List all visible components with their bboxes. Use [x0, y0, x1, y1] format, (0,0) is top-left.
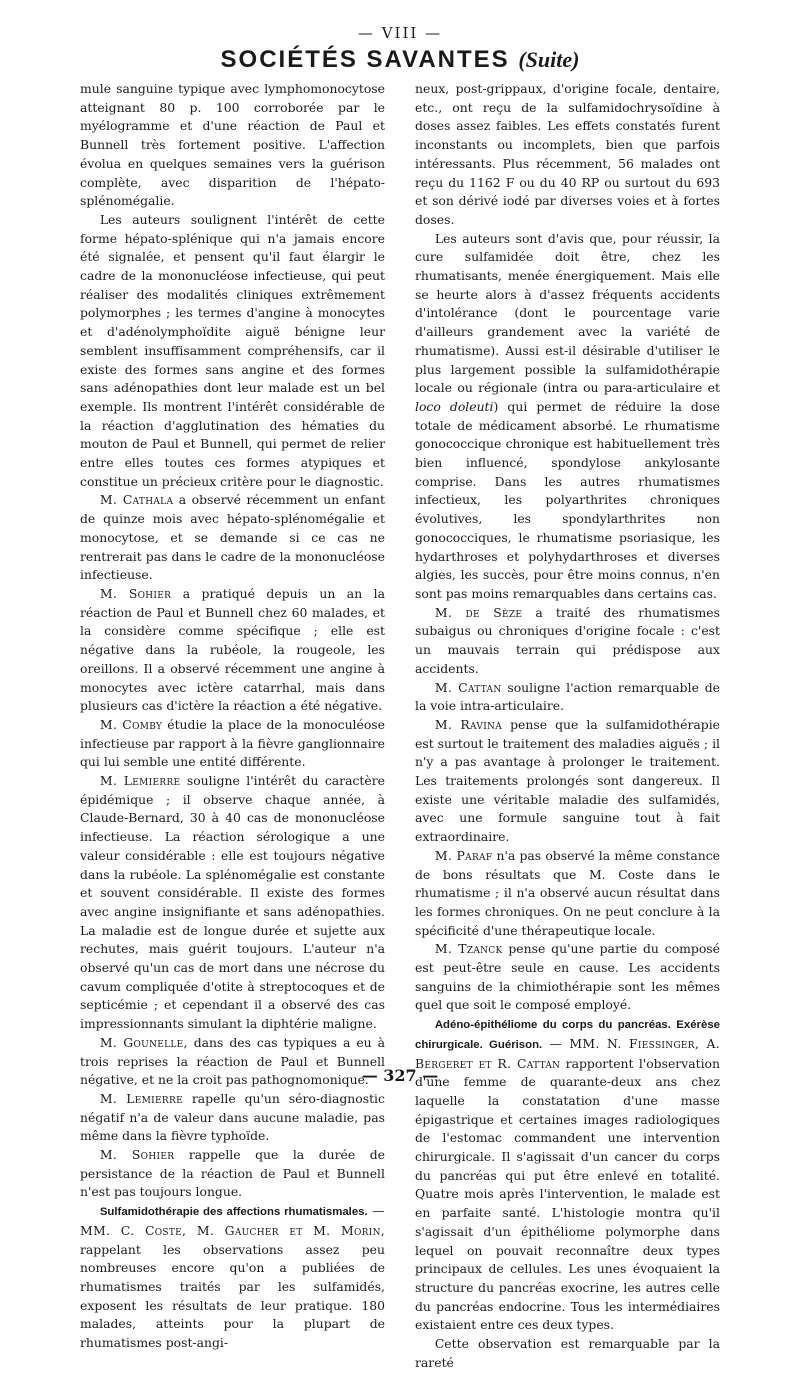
author-name: M. Sohier: [99, 1147, 175, 1163]
author-names: — MM. N. Fiessinger, A. Bergeret et R. Cattan: [415, 1035, 720, 1071]
paragraph: M. Lemierre rapelle qu'un séro-diagnostic négatif n'a de valeur dans aucune maladie, pas même dans la fièvre typhoïde.: [80, 1090, 385, 1144]
author-name: M. Cattan: [434, 679, 502, 695]
paragraph: Adéno-épithéliome du corps du pancréas. Exérèse chirurgicale. Guérison. — MM. N. Fiessinger, A. Bergeret et R. Cattan rapportent l'observation d'une femme de quarante-deux ans chez laquelle la constatation d'une masse épigastrique et certaines images radiologiques de l'estomac commandent une intervention chirurgicale. Il s'agissait d'un cancer du corps du pancréas qui put être enlevé en totalité. Quatre mois après l'intervention, le malade est en parfaite santé. L'histologie montra qu'il s'agissait d'un épithéliome polymorphe dans lequel on pouvait reconnaître deux types principaux de cellules. Les unes évoquaient la structure du pancréas exocrine, les autres celle du pancréas endocrine. Tous les intermédiaires existaient entre ces deux types.: [415, 1019, 720, 1333]
right-column: [415, 80, 720, 1373]
author-name: M. Lemierre: [99, 773, 181, 789]
paragraph: mule sanguine typique avec lymphomonocytose atteignant 80 p. 100 corroborée par le myélogramme et d'une réaction de Paul et Bunnell très fortement positive. L'affection évolua en quelques semaines vers la guérison complète, avec disparition de l'hépato-splénomégalie.: [80, 81, 385, 209]
author-name: M. Ravina: [434, 716, 503, 732]
paragraph: M. Sohier rappelle que la durée de persistance de la réaction de Paul et Bunnell n'est pas toujours longue.: [80, 1147, 385, 1200]
paragraph: M. Cattan souligne l'action remarquable de la voie intra-articulaire.: [415, 679, 720, 714]
author-name: M. Paraf: [434, 847, 493, 863]
page-number: — 327 —: [361, 1066, 439, 1085]
paragraph: M. Gounelle, dans des cas typiques a eu à trois reprises la réaction de Paul et Bunnell négative, et ne la croit pas pathognomonique.: [80, 1034, 385, 1088]
author-name: M. Sohier: [99, 585, 172, 601]
paragraph: M. Paraf n'a pas observé la même constance de bons résultats que M. Coste dans le rhumatisme ; il n'a observé aucun résultat dans les formes chroniques. On ne peut conclure à la spécificité d'une thérapeutique locale.: [415, 847, 720, 938]
paragraph: Cette observation est remarquable par la rareté: [415, 1336, 720, 1370]
paragraph: M. Tzanck pense qu'une partie du composé est peut-être seule en cause. Les accidents sanguins de la chimiothérapie sont les mêmes quel que soit le composé employé.: [415, 941, 720, 1013]
author-name: M. de Sèze: [434, 604, 523, 620]
section-heading: Adéno-épithéliome du corps du pancréas. Exérèse chirurgicale. Guérison.: [415, 1019, 720, 1051]
author-name: M. Cathala: [99, 492, 174, 508]
paragraph: neux, post-grippaux, d'origine focale, dentaire, etc., ont reçu de la sulfamidochrysoïdine à doses assez faibles. Les effets constatés furent inconstants ou incomplets, bien que parfois intéressants. Plus récemment, 56 malades ont reçu du 1162 F ou du 40 RP ou surtout du 693 et son dérivé iodé par diverses voies et à fortes doses.: [415, 81, 720, 227]
author-name: M. Tzanck: [434, 941, 503, 957]
author-names: — MM. C. Coste, M. Gaucher et M. Morin,: [80, 1203, 385, 1238]
paragraph: M. Sohier a pratiqué depuis un an la réaction de Paul et Bunnell chez 60 malades, et la considère comme spécifique ; elle est négative dans la rubéole, la rougeole, les oreillons. Il a observé récemment une angine à monocytes avec ictère catarrhal, mais dans plusieurs cas d'ictère la réaction a été négative.: [80, 585, 385, 714]
left-column: [80, 80, 385, 1353]
title-text: SOCIÉTÉS SAVANTES: [220, 46, 510, 73]
author-name: M. Gounelle,: [99, 1034, 188, 1050]
roman-folio: — VIII —: [357, 24, 443, 42]
paragraph: Les auteurs soulignent l'intérêt de cette forme hépato-splénique qui n'a jamais encore été signalée, et pensent qu'il faut élargir le cadre de la mononucléose infectieuse, qui peut réaliser des modalités cliniques extrêmement polymorphes ; les termes d'angine à monocytes et d'adénolymphoïdite aiguë bénigne leur semblent insuffisamment compréhensifs, car il existe des formes sans angine et des formes sans adénopathies dont leur malade est un bel exemple. Ils montrent l'intérêt considérable de la réaction d'agglutination des hématies du mouton de Paul et Bunnell, qui permet de relier entre elles toutes ces formes atypiques et constitue un précieux critère pour le diagnostic.: [80, 211, 385, 489]
paragraph: M. Cathala a observé récemment un enfant de quinze mois avec hépato-splénomégalie et monocytose, et se demande si ce cas ne rentrerait pas dans le cadre de la mononucléose infectieuse.: [80, 492, 385, 583]
paragraph: Sulfamidothérapie des affections rhumatismales. — MM. C. Coste, M. Gaucher et M. Morin, rappelant les observations assez peu nombreuses encore qu'on a publiées de rhumatismes traités par les sulfamidés, exposent les résultats de leur pratique. 180 malades, atteints pour la plupart de rhumatismes post-angi-: [80, 1203, 385, 1351]
author-name: M. Lemierre: [99, 1090, 183, 1106]
paragraph: M. de Sèze a traité des rhumatismes subaigus ou chroniques d'origine focale : c'est un mauvais terrain qui prédispose aux accidents.: [415, 604, 720, 676]
italic-term: loco doleuti: [415, 398, 494, 414]
paragraph: M. Ravina pense que la sulfamidothérapie est surtout le traitement des maladies aiguës ; il n'y a pas avantage à prolonger le traitement. Les traitements prolongés sont dangereux. Il existe une véritable maladie des sulfamidés, avec une formule sanguine tout à fait extraordinaire.: [415, 716, 720, 845]
paragraph: Les auteurs sont d'avis que, pour réussir, la cure sulfamidée doit être, chez les rhumatisants, menée énergiquement. Mais elle se heurte alors à d'assez fréquents accidents d'intolérance (dont le pourcentage varie d'ailleurs grandement avec la variété de rhumatisme). Aussi est-il désirable d'utiliser le plus largement possible la sulfamidothérapie locale ou régionale (intra ou para-articulaire et loco doleuti) qui permet de réduire la dose totale de médicament absorbé. Le rhumatisme gonococcique chronique est habituellement très bien influencé, spondylose ankylosante comprise. Dans les autres rhumatismes infectieux, les polyarthrites chroniques évolutives, les spondylarthrites non gonococciques, le rhumatisme psoriasique, les hydarthroses et polyhydarthroses et diverses algies, les succès, pour être moins connus, n'en sont pas moins remarquables dans certains cas.: [415, 230, 720, 601]
paragraph: M. Lemierre souligne l'intérêt du caractère épidémique ; il observe chaque année, à Claude-Bernard, 30 à 40 cas de mononucléose infectieuse. La réaction sérologique a une valeur considérable : elle est toujours négative dans la rubéole. La splénomégalie est constante et souvent considérable. Il existe des formes avec angine insignifiante et sans adénopathies. La maladie est de longue durée et sujette aux rechutes, mais guérit toujours. L'auteur n'a observé qu'un cas de mort dans une nécrose du cavum compliquée d'otite à streptocoques et de septicémie ; et cependant il a observé des cas impressionnants simulant la diphtérie maligne.: [80, 773, 385, 1032]
author-name: M. Comby: [99, 716, 163, 732]
section-title: [0, 46, 800, 74]
section-heading: Sulfamidothérapie des affections rhumatismales.: [99, 1206, 368, 1219]
paragraph: M. Comby étudie la place de la monoculéose infectieuse par rapport à la fièvre ganglionnaire qui lui semble une entité différente.: [80, 716, 386, 770]
title-suite: (Suite): [518, 47, 580, 72]
